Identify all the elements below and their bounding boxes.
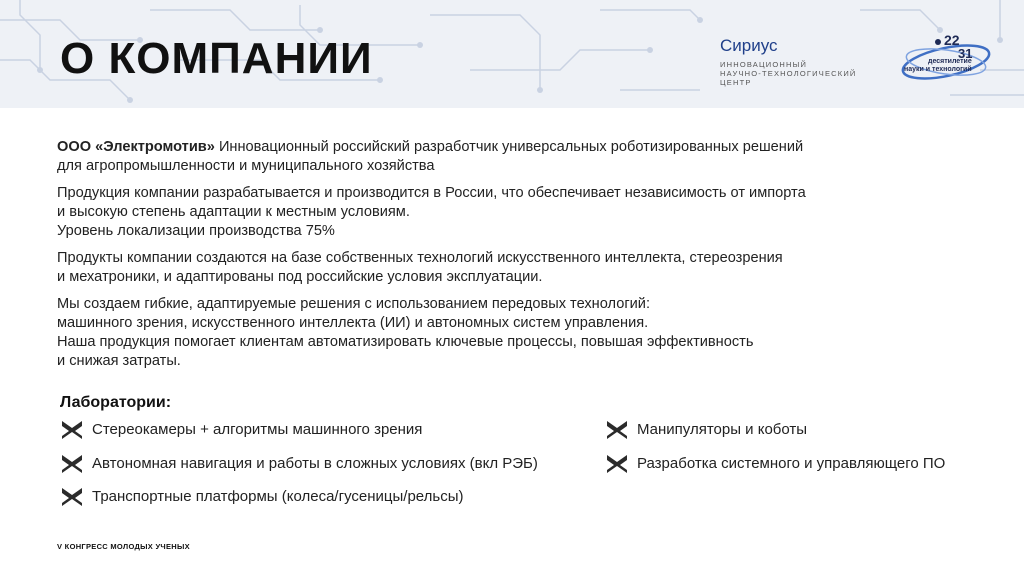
sirius-logo-subtitle [720,60,860,87]
lab-item [605,452,945,474]
paragraph-text: машинного зрения, искусственного интеллекта (ИИ) и автономных систем управления. [57,315,649,331]
paragraph-production [57,184,937,241]
electromotiv-logo-icon [60,485,84,507]
lab-item [60,418,422,440]
decade-number-top: 22 [944,32,960,48]
lab-item-label: Автономная навигация и работы в сложных условиях (вкл РЭБ) [92,454,538,472]
paragraph-text: и высокую степень адаптации к местным условиям. [57,204,410,220]
paragraph-text: и мехатроники, и адаптированы под российские условия эксплуатации. [57,269,543,285]
header-banner [0,0,1024,108]
paragraph-text: Инновационный российский разработчик универсальных роботизированных решений [214,139,804,155]
sirius-logo [720,36,860,87]
electromotiv-logo-icon [60,418,84,440]
lab-item-label: Транспортные платформы (колеса/гусеницы/рельсы) [92,487,464,505]
sirius-logo-name: Сириус [720,36,778,55]
electromotiv-logo-icon [60,452,84,474]
company-name: ООО «Электромотив» [57,139,215,155]
sirius-logo-sub-line: ЦЕНТР [720,78,752,87]
paragraph-text: Уровень локализации производства 75% [57,223,335,239]
lab-item [60,485,463,507]
decade-number-bottom: 31 [958,46,973,61]
labs-heading: Лаборатории: [60,394,172,411]
paragraph-solutions [57,295,937,371]
lab-item-label: Манипуляторы и коботы [637,420,808,438]
paragraph-technology [57,249,937,287]
decade-of-science-logo [898,32,994,88]
lab-item [605,418,807,440]
page-title: О КОМПАНИИ [60,34,373,83]
lab-item-label: Стереокамеры + алгоритмы машинного зрения [92,420,423,438]
footer-text: V КОНГРЕСС МОЛОДЫХ УЧЕНЫХ [57,542,190,551]
paragraph-text: и снижая затраты. [57,353,181,369]
sirius-logo-sub-line: ИННОВАЦИОННЫЙ [720,60,808,69]
paragraph-text: Наша продукция помогает клиентам автоматизировать ключевые процессы, повышая эффективность [57,334,754,350]
sirius-logo-sub-line: НАУЧНО-ТЕХНОЛОГИЧЕСКИЙ [720,69,857,78]
paragraph-text: Мы создаем гибкие, адаптируемые решения с использованием передовых технологий: [57,296,651,312]
about-content [57,138,937,379]
electromotiv-logo-icon [605,452,629,474]
decade-text: науки и технологий [904,66,972,73]
paragraph-text: Продукция компании разрабатывается и производится в России, что обеспечивает независимость от импорта [57,185,806,201]
lab-item [60,452,538,474]
electromotiv-logo-icon [605,418,629,440]
paragraph-intro [57,138,937,176]
paragraph-text: для агропромышленности и муниципального хозяйства [57,158,435,174]
lab-item-label: Разработка системного и управляющего ПО [637,454,946,472]
paragraph-text: Продукты компании создаются на базе собственных технологий искусственного интеллекта, стереозрения [57,250,783,266]
decade-text: десятилетие [928,58,972,65]
